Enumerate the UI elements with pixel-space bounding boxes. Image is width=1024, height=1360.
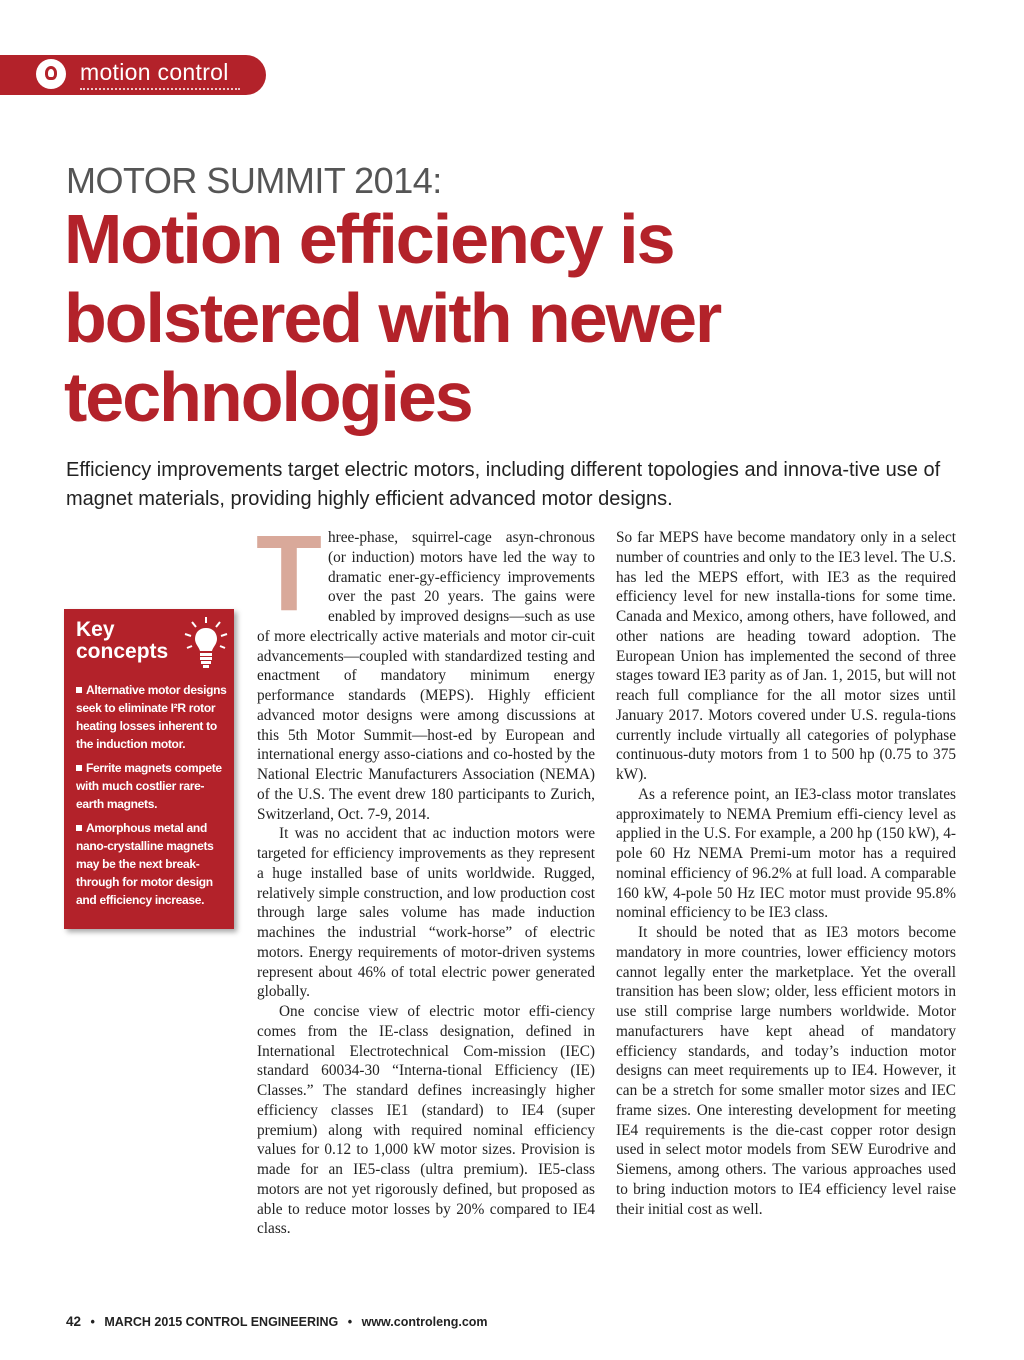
page-number: 42 (66, 1314, 82, 1329)
key-concepts-list (76, 681, 230, 915)
body-paragraph: As a reference point, an IE3-class motor translates approximately to NEMA Premium effi-ciency level as applied in the U.S. For example, a 200 hp (150 kW), 4-pole 60 Hz NEMA Premi-um motor has a required nominal efficiency of 96.2% at full load. A comparable 160 kW, 4-pole 50 Hz IEC motor must provide 95.8% nominal efficiency to be IE3 class. (616, 785, 956, 922)
body-paragraph: So far MEPS have become mandatory only in a select number of countries and only to the IE3 level. The U.S. has led the MEPS effort, with IE3 as the required efficiency level for new installa-tions for some time. Canada and Mexico, among others, have followed, and other nations are heading toward adoption. The European Union has implemented the second of three stages toward IE3 parity as of Jan. 1, 2015, but will not reach full compliance for the all motor sizes until January 2017. Motors covered under U.S. regula-tions currently include virtually all categories of polyphase continuous-duty motors from 1 to 500 hp (0.75 to 375 kW). (616, 529, 956, 783)
body-column-left (256, 512, 595, 1239)
website-link[interactable]: www.controleng.com (361, 1315, 488, 1329)
key-concepts-title: Key concepts (76, 618, 169, 663)
key-concept-item: Amorphous metal and nano-crystalline magnets may be the next break-through for motor design and efficiency increase. (76, 821, 214, 907)
lightbulb-icon (181, 615, 231, 671)
section-tab-dotted-rule (80, 86, 240, 90)
key-concept-item: Ferrite magnets compete with much costlier rare-earth magnets. (76, 761, 222, 811)
body-paragraph: It should be noted that as IE3 motors become mandatory in more countries, lower efficiency motors cannot legally enter the marketplace. Yet the overall transition has been slow; older, less efficient motors in use still comprise large numbers worldwide. Motor manufacturers have kept ahead of mandatory efficiency standards, and today’s induction motor designs can meet requirements up to IE4. However, it can be a stretch for some smaller motor sizes and IEC frame sizes. One interesting development for meeting IE4 requirements is the die-cast copper rotor design used in select motor models from SEW Eurodrive and Siemens, among others. The various approaches used to bring induction motors to IE4 efficiency level raise their initial cost as well. (616, 924, 956, 1218)
key-concepts-box (64, 609, 234, 929)
key-concept-item: Alternative motor designs seek to eliminate I²R rotor heating losses inherent to the induction motor. (76, 683, 227, 751)
body-column-right (616, 528, 956, 1219)
headline: Motion efficiency is bolstered with newer technologies (64, 200, 721, 436)
footer-separator: • (90, 1315, 95, 1329)
footer-separator: • (347, 1315, 353, 1329)
dek: Efficiency improvements target electric motors, including different topologies and innova-tive use of magnet materials, providing highly efficient advanced motor designs. (66, 459, 941, 510)
issue-info: MARCH 2015 CONTROL ENGINEERING (104, 1315, 339, 1329)
section-label: motion control (80, 59, 229, 85)
body-paragraph: It was no accident that ac induction motors were targeted for efficiency improvements as they represent a huge installed base of units worldwide. Rugged, relatively simple construction, and low production cost through large sales volume has made induction machines the industrial “work-horse” of electric motors. Energy requirements of motor-driven systems represent about 46% of total electric power generated globally. (257, 825, 595, 1001)
page-footer (66, 1314, 488, 1329)
body-paragraph: One concise view of electric motor effi-ciency comes from the IE-class designation, defined in International Electrotechnical Com-mission (IEC) standard 60034-30 “Interna-tional Efficiency (IE) Classes.” The standard defines increasingly higher efficiency classes IE1 (standard) to IE4 (super premium) along with required nominal efficiency values for 0.12 to 1,000 kW motor sizes. Provision is made for an IE5-class (ultra premium). IE5-class motors are not yet rigorously defined, but proposed as able to reduce motor losses by 20% compared to IE4 class. (257, 1003, 595, 1238)
motion-control-logo-icon (36, 59, 66, 89)
body-paragraph: Three-phase, squirrel-cage asyn-chronous (or induction) motors have led the way to dramatic ener-gy-efficiency improvements over the past 20 years. The gains were enabled by improved designs—such as use of more electrically active materials and motor cir-cuit advancements—coupled with standardized testing and enactment of mandatory minimum energy performance standards (MEPS). Highly efficient advanced motor designs were among discussions at this 5th Motor Summit—host-ed by European and international energy asso-ciations and co-hosted by the National Electric Manufacturers Association (NEMA) of the U.S. The event drew 180 participants to Zurich, Switzerland, Oct. 7-9, 2014. (256, 512, 595, 823)
section-tab (0, 55, 266, 95)
kicker: MOTOR SUMMIT 2014: (66, 160, 442, 201)
drop-cap: T (256, 512, 322, 633)
